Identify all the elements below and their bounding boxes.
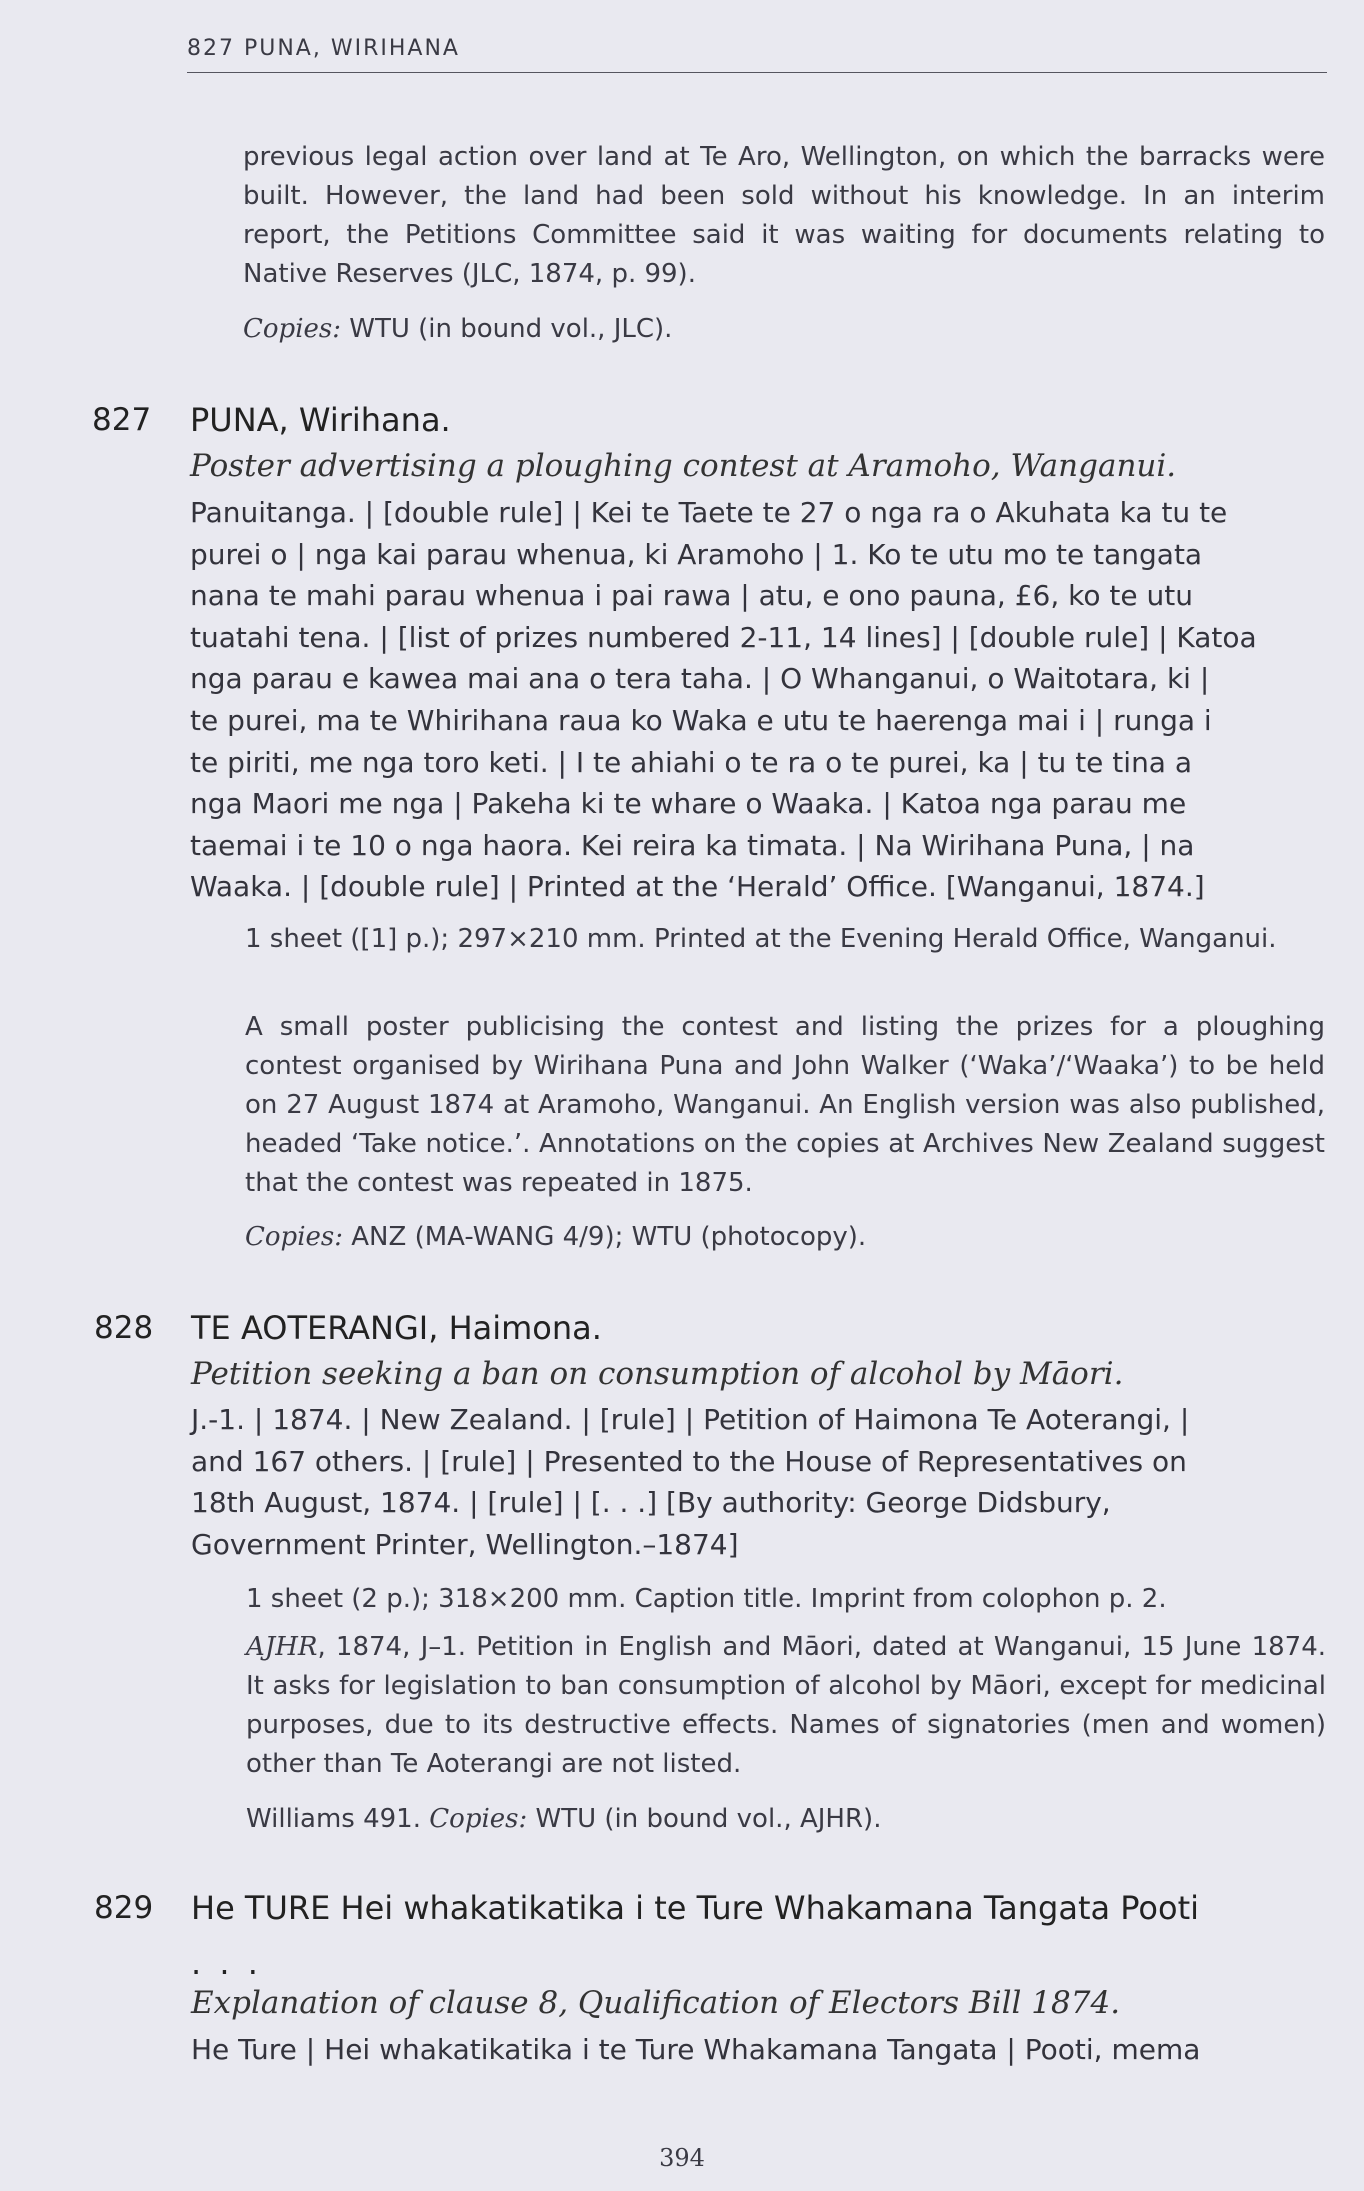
entry-heading-828: TE AOTERANGI, Haimona. bbox=[191, 1309, 602, 1347]
entry-description-829: Explanation of clause 8, Qualification of Electors Bill 1874. bbox=[191, 1985, 1121, 2021]
transcript-line: purei o | nga kai parau whenua, ki Aramoho | 1. Ko te utu mo te tangata bbox=[190, 537, 1203, 571]
transcript-line: Panuitanga. | [double rule] | Kei te Taete te 27 o nga ra o Akuhata ka tu te bbox=[190, 496, 1228, 529]
copies-828 bbox=[246, 1800, 1326, 1839]
note-text: , 1874, J–1. Petition in English and Māori, dated at Wanganui, 15 June 1874. It asks for legislation to ban consumption of alcohol by Māori, except for medicinal purposes, due to its destructive effects. Names of signatories (men and women) other than Te Aoterangi are not listed. bbox=[246, 1632, 1326, 1779]
header-rule bbox=[187, 72, 1327, 73]
copies-label: Copies: bbox=[245, 1222, 343, 1252]
transcript-line: Government Printer, Wellington.–1874] bbox=[191, 1527, 739, 1561]
page-number: 394 bbox=[659, 2144, 705, 2172]
note-reference: AJHR bbox=[246, 1632, 318, 1662]
copies-text: WTU (in bound vol., AJHR). bbox=[535, 1804, 882, 1834]
transcript-line: tuatahi tena. | [list of prizes numbered 2-11, 14 lines] | [double rule] | Katoa bbox=[190, 620, 1257, 654]
entry-heading-829-continuation: . . . bbox=[191, 1944, 262, 1982]
transcript-line: nga parau e kawea mai ana o tera taha. | O Whanganui, o Waitotara, ki | bbox=[190, 662, 1210, 696]
transcript-line: te purei, ma te Whirihana raua ko Waka e utu te haerenga mai i | runga i bbox=[190, 703, 1212, 737]
copies-text: WTU (in bound vol., JLC). bbox=[349, 314, 673, 344]
transcript-line: te piriti, me nga toro keti. | I te ahiahi o te ra o te purei, ka | tu te tina a bbox=[190, 745, 1193, 779]
entry-heading-829: He TURE Hei whakatikatika i te Ture Whakamana Tangata Pooti bbox=[191, 1889, 1200, 1927]
note-828 bbox=[246, 1628, 1326, 1784]
running-head: 827 PUNA, WIRIHANA bbox=[187, 36, 460, 61]
entry-number-827: 827 bbox=[92, 402, 152, 438]
transcript-line: J.-1. | 1874. | New Zealand. | [rule] | Petition of Haimona Te Aoterangi, | bbox=[191, 1403, 1190, 1436]
transcript-829 bbox=[191, 2029, 1331, 2071]
transcript-828 bbox=[191, 1399, 1331, 1565]
physical-description-828: 1 sheet (2 p.); 318×200 mm. Caption title. Imprint from colophon p. 2. bbox=[246, 1584, 1167, 1614]
transcript-line: nga Maori me nga | Pakeha ki te whare o Waaka. | Katoa nga parau me bbox=[190, 787, 1187, 821]
entry-heading-827: PUNA, Wirihana. bbox=[190, 401, 451, 439]
bibliographic-reference: Williams 491. bbox=[246, 1804, 421, 1834]
transcript-line: 18th August, 1874. | [rule] | [. . .] [By authority: George Didsbury, bbox=[191, 1486, 1111, 1520]
copies-label: Copies: bbox=[429, 1804, 528, 1834]
transcript-line: He Ture | Hei whakatikatika i te Ture Whakamana Tangata | Pooti, mema bbox=[191, 2033, 1201, 2066]
entry-number-829: 829 bbox=[94, 1890, 154, 1926]
transcript-line: nana te mahi parau whenua i pai rawa | atu, e ono pauna, £6, ko te utu bbox=[190, 579, 1193, 613]
continuation-note: previous legal action over land at Te Aro, Wellington, on which the barracks were built. However, the land had been sold without his knowledge. In an interim report, the Petitions Committee said it was waiting for documents relating to Native Reserves (JLC, 1874, p. 99). bbox=[243, 142, 1325, 289]
entry-description-828: Petition seeking a ban on consumption of alcohol by Māori. bbox=[191, 1356, 1124, 1392]
note-827: A small poster publicising the contest and listing the prizes for a ploughing contest organised by Wirihana Puna and John Walker (‘Waka’/‘Waaka’) to be held on 27 August 1874 at Aramoho, Wanganui. An English version was also published, headed ‘Take notice.’. Annotations on the copies at Archives New Zealand suggest that the contest was repeated in 1875. bbox=[245, 1012, 1325, 1198]
transcript-line: taemai i te 10 o nga haora. Kei reira ka timata. | Na Wirihana Puna, | na bbox=[190, 828, 1195, 862]
continuation-copies bbox=[243, 310, 1325, 349]
physical-description-827: 1 sheet ([1] p.); 297×210 mm. Printed at the Evening Herald Office, Wanganui. bbox=[245, 924, 1277, 954]
entry-number-828: 828 bbox=[94, 1310, 154, 1346]
transcript-line: Waaka. | [double rule] | Printed at the ‘Herald’ Office. [Wanganui, 1874.] bbox=[190, 870, 1205, 904]
entry-description-827: Poster advertising a ploughing contest at Aramoho, Wanganui. bbox=[190, 448, 1177, 484]
transcript-827 bbox=[190, 492, 1330, 908]
transcript-line: and 167 others. | [rule] | Presented to the House of Representatives on bbox=[191, 1444, 1187, 1478]
copies-label: Copies: bbox=[243, 314, 341, 344]
copies-827 bbox=[245, 1218, 1325, 1257]
copies-text: ANZ (MA-WANG 4/9); WTU (photocopy). bbox=[351, 1222, 867, 1252]
